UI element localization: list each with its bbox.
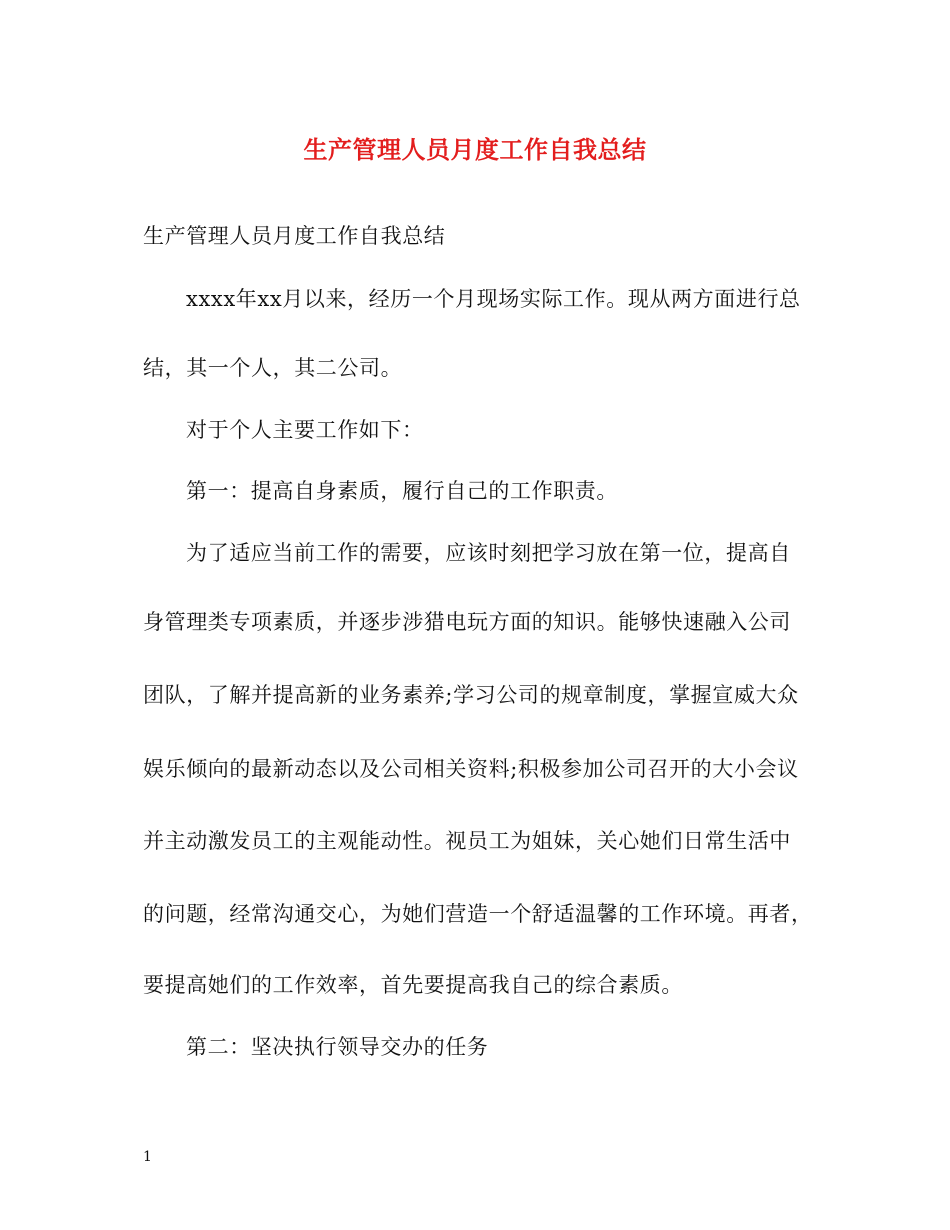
section-heading: 第二：坚决执行领导交办的任务 xyxy=(186,1035,489,1059)
paragraph-line: 为了适应当前工作的需要，应该时刻把学习放在第一位，提高自 xyxy=(186,541,791,565)
paragraph-line: 并主动激发员工的主观能动性。视员工为姐妹，关心她们日常生活中 xyxy=(143,829,791,853)
document-title: 生产管理人员月度工作自我总结 xyxy=(303,135,647,164)
section-heading: 第一：提高自身素质，履行自己的工作职责。 xyxy=(186,479,618,503)
paragraph-line: 要提高她们的工作效率，首先要提高我自己的综合素质。 xyxy=(143,973,683,997)
paragraph-line: 娱乐倾向的最新动态以及公司相关资料;积极参加公司召开的大小会议 xyxy=(143,757,799,781)
page-number: 1 xyxy=(143,1149,152,1165)
paragraph-line: 身管理类专项素质，并逐步涉猎电玩方面的知识。能够快速融入公司 xyxy=(143,610,791,634)
paragraph-line: 对于个人主要工作如下： xyxy=(186,418,424,442)
paragraph-line: xxxx年xx月以来，经历一个月现场实际工作。现从两方面进行总 xyxy=(186,287,801,311)
paragraph-line: 团队，了解并提高新的业务素养;学习公司的规章制度，掌握宣威大众 xyxy=(143,683,799,707)
paragraph-line: 的问题，经常沟通交心，为她们营造一个舒适温馨的工作环境。再者， xyxy=(143,902,813,926)
paragraph-line: 结，其一个人，其二公司。 xyxy=(143,356,403,380)
subtitle-line: 生产管理人员月度工作自我总结 xyxy=(143,224,446,248)
